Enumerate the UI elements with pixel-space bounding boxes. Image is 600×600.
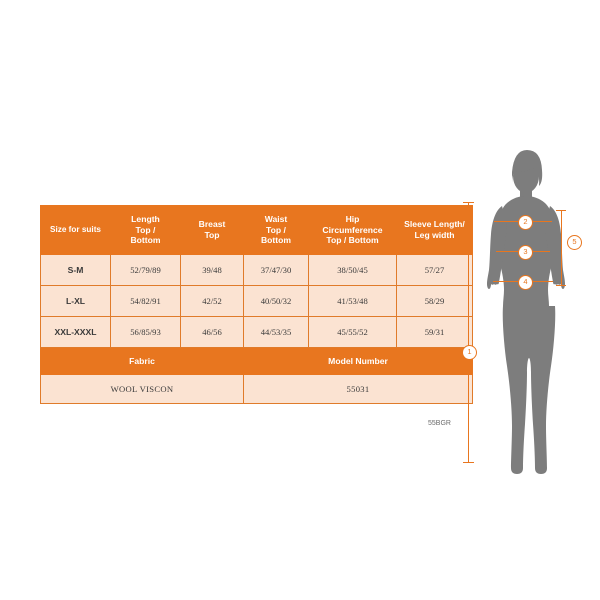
female-silhouette-icon [460,150,595,480]
cell-hip: 41/53/48 [309,286,397,317]
callout-3: 3 [518,245,533,260]
header-line: Top / [266,224,286,235]
sleeve-measure-line [561,210,562,285]
header-line: Leg width [414,230,455,240]
height-measure-tick-bottom [463,462,474,463]
header-line: Bottom [260,235,292,246]
cell-sleeve: 59/31 [397,317,473,348]
cell-hip: 38/50/45 [309,255,397,286]
column-header-size: Size for suits [41,206,111,255]
cell-size: S-M [41,255,111,286]
cell-length: 54/82/91 [111,286,181,317]
model-number-value: 55031 [244,375,473,404]
model-figure-area [460,150,595,480]
header-line: Length [131,213,160,224]
callout-4: 4 [518,275,533,290]
header-line: Sleeve Length/ [404,219,465,230]
header-line: Top / Bottom [326,235,379,246]
header-line: Circumference [322,224,383,235]
cell-length: 52/79/89 [111,255,181,286]
size-chart-table [40,205,473,404]
height-measure-line [468,202,469,462]
table-footer-value-row [41,375,473,404]
fabric-value: WOOL VISCON [41,375,244,404]
header-line: Waist [264,213,288,224]
callout-5: 5 [567,235,582,250]
cell-waist: 44/53/35 [244,317,309,348]
model-number-label: Model Number [244,348,473,375]
cell-sleeve: 58/29 [397,286,473,317]
table-footer-header-row [41,348,473,375]
column-header-length [111,206,181,255]
table-row [41,317,473,348]
cell-sleeve: 57/27 [397,255,473,286]
table-row [41,255,473,286]
cell-waist: 40/50/32 [244,286,309,317]
callout-1: 1 [462,345,477,360]
cell-breast: 46/56 [181,317,244,348]
cell-size: XXL-XXXL [41,317,111,348]
cell-hip: 45/55/52 [309,317,397,348]
header-line: Top [204,230,220,240]
header-line: Hip [345,213,360,224]
column-header-hip [309,206,397,255]
table-header-row [41,206,473,255]
cell-breast: 42/52 [181,286,244,317]
header-line: Bottom [130,235,161,246]
column-header-breast [181,206,244,255]
sleeve-measure-tick-bottom [556,285,566,286]
cell-size: L-XL [41,286,111,317]
fabric-label: Fabric [41,348,244,375]
height-measure-tick-top [463,202,474,203]
column-header-waist [244,206,309,255]
cell-breast: 39/48 [181,255,244,286]
sleeve-measure-tick-top [556,210,566,211]
table-row [41,286,473,317]
header-line: Breast [198,219,226,230]
cell-length: 56/85/93 [111,317,181,348]
cell-waist: 37/47/30 [244,255,309,286]
product-code: 55BGR [428,420,451,427]
callout-2: 2 [518,215,533,230]
header-line: Top / [135,224,156,235]
